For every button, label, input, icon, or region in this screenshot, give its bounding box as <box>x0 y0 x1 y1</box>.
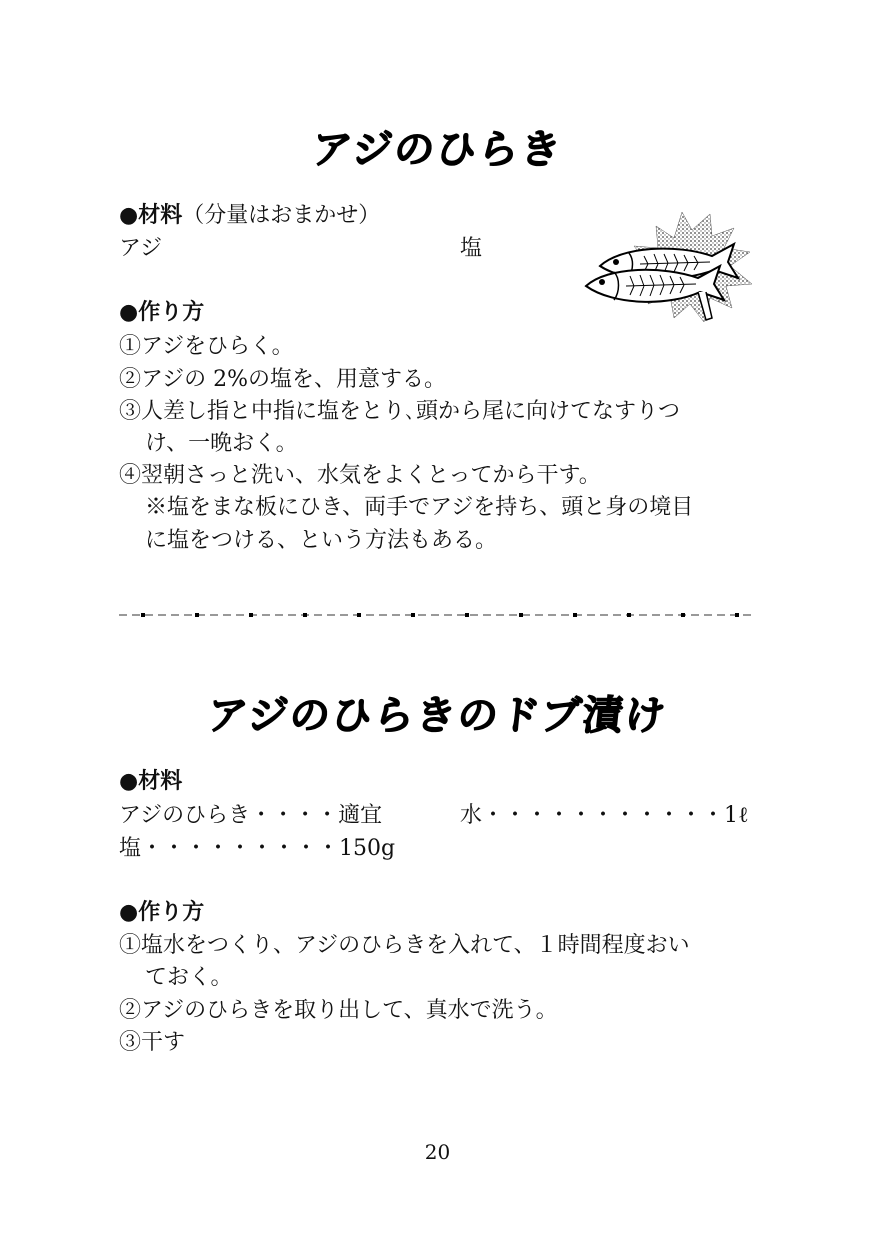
fish-bottom <box>586 266 724 320</box>
recipe2-step-1-cont: ておく。 <box>145 965 233 990</box>
recipe1-step-2: ②アジの 2%の塩を、用意する。 <box>119 367 447 392</box>
ingredients-label: ●材料 <box>119 203 183 228</box>
ingredient-row1-right: 水・・・・・・・・・・・1ℓ <box>460 803 749 828</box>
recipe1-step-1: ①アジをひらく。 <box>119 334 294 359</box>
section-divider <box>119 611 756 619</box>
ingredient-row2: 塩・・・・・・・・・150g <box>119 836 396 861</box>
recipe1-step-4: ④翌朝さっと洗い、水気をよくとってから干す。 <box>119 463 601 488</box>
recipe1-note-cont: に塩をつける、という方法もある。 <box>145 528 498 553</box>
recipe1-step-3: ③人差し指と中指に塩をとり､頭から尾に向けてなすりつ <box>119 399 681 424</box>
ingredient-row1-left: アジのひらき・・・・適宜 <box>119 803 383 828</box>
recipe1-method-heading: ●作り方 <box>119 300 205 325</box>
ingredient-aji: アジ <box>119 236 163 261</box>
recipe1-note: ※塩をまな板にひき、両手でアジを持ち、頭と身の境目 <box>145 495 694 520</box>
ingredient-salt: 塩 <box>460 236 483 261</box>
recipe2-step-1: ①塩水をつくり、アジのひらきを入れて、１時間程度おい <box>119 933 690 958</box>
recipe2-title: アジのひらきのドブ漬け <box>205 693 670 739</box>
ingredients-note: （分量はおまかせ） <box>182 203 381 228</box>
recipe1-title: アジのひらき <box>309 127 565 173</box>
recipe1-ingredients-heading <box>119 200 380 232</box>
page-number: 20 <box>424 1140 451 1164</box>
recipe2-step-2: ②アジのひらきを取り出して、真水で洗う。 <box>119 998 558 1023</box>
recipe1-step-3-cont: け、一晩おく。 <box>145 431 298 456</box>
recipe2-ingredients-heading: ●材料 <box>119 769 183 794</box>
recipe2-step-3: ③干す <box>119 1030 186 1055</box>
fish-illustration <box>582 208 754 328</box>
recipe2-method-heading: ●作り方 <box>119 900 205 925</box>
